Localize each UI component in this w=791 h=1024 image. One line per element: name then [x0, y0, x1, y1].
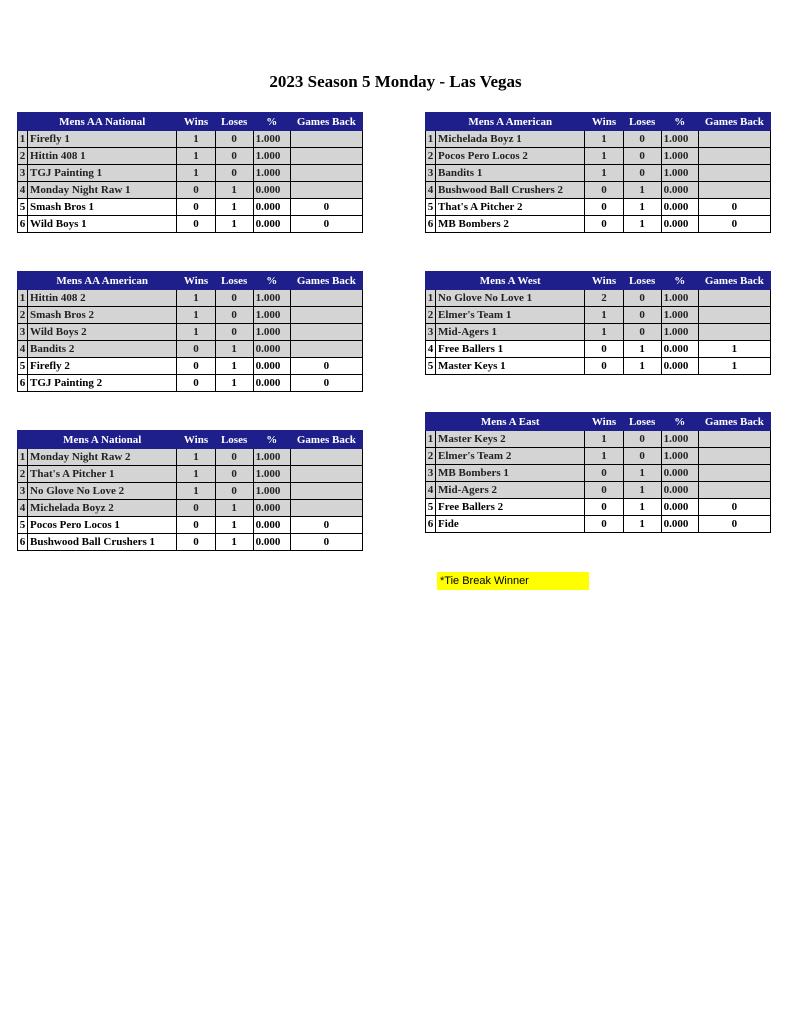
games-back-cell — [698, 482, 770, 499]
division-name-header: Mens A East — [436, 413, 585, 431]
wins-cell: 0 — [585, 341, 623, 358]
wins-cell: 1 — [177, 466, 215, 483]
wins-column-header: Wins — [585, 113, 623, 131]
team-name-cell: That's A Pitcher 1 — [28, 466, 177, 483]
loses-cell: 1 — [623, 199, 661, 216]
wins-cell: 1 — [177, 165, 215, 182]
team-name-cell: Elmer's Team 1 — [436, 307, 585, 324]
loses-cell: 1 — [623, 358, 661, 375]
pct-cell: 0.000 — [661, 516, 698, 533]
table-row — [426, 148, 771, 165]
header-rank-cell — [18, 113, 28, 131]
pct-cell: 0.000 — [253, 375, 290, 392]
games-back-cell — [290, 466, 362, 483]
wins-cell: 1 — [177, 148, 215, 165]
pct-cell: 0.000 — [661, 199, 698, 216]
table-row — [18, 517, 363, 534]
loses-cell: 1 — [623, 341, 661, 358]
table-row — [18, 131, 363, 148]
table-row — [426, 165, 771, 182]
loses-column-header: Loses — [215, 113, 253, 131]
table-row — [18, 534, 363, 551]
loses-cell: 0 — [623, 148, 661, 165]
team-name-cell: That's A Pitcher 2 — [436, 199, 585, 216]
rank-cell: 4 — [426, 482, 436, 499]
wins-cell: 1 — [585, 131, 623, 148]
rank-cell: 2 — [18, 466, 28, 483]
table-row — [426, 182, 771, 199]
pct-cell: 0.000 — [253, 358, 290, 375]
games-back-column-header: Games Back — [698, 272, 770, 290]
rank-cell: 3 — [426, 324, 436, 341]
games-back-cell — [698, 431, 770, 448]
wins-cell: 1 — [585, 165, 623, 182]
rank-cell: 4 — [18, 500, 28, 517]
loses-cell: 1 — [623, 516, 661, 533]
table-row — [426, 131, 771, 148]
wins-column-header: Wins — [177, 272, 215, 290]
loses-cell: 0 — [215, 307, 253, 324]
header-rank-cell — [426, 413, 436, 431]
team-name-cell: Smash Bros 1 — [28, 199, 177, 216]
games-back-cell — [698, 290, 770, 307]
loses-cell: 1 — [215, 182, 253, 199]
team-name-cell: Mid-Agers 1 — [436, 324, 585, 341]
pct-column-header: % — [661, 413, 698, 431]
games-back-cell — [290, 500, 362, 517]
team-name-cell: Bushwood Ball Crushers 2 — [436, 182, 585, 199]
wins-cell: 0 — [585, 482, 623, 499]
games-back-cell — [698, 448, 770, 465]
games-back-cell: 0 — [290, 375, 362, 392]
games-back-cell: 0 — [698, 216, 770, 233]
wins-cell: 0 — [177, 216, 215, 233]
games-back-column-header: Games Back — [290, 272, 362, 290]
loses-cell: 1 — [215, 517, 253, 534]
team-name-cell: Smash Bros 2 — [28, 307, 177, 324]
games-back-cell: 0 — [290, 534, 362, 551]
loses-cell: 1 — [623, 499, 661, 516]
pct-cell: 1.000 — [661, 131, 698, 148]
wins-cell: 0 — [585, 499, 623, 516]
standings-table-mens-aa-national — [17, 112, 363, 233]
team-name-cell: Master Keys 2 — [436, 431, 585, 448]
page-title: 2023 Season 5 Monday - Las Vegas — [269, 72, 522, 91]
games-back-column-header: Games Back — [698, 413, 770, 431]
pct-cell: 1.000 — [661, 324, 698, 341]
table-row — [426, 324, 771, 341]
pct-cell: 0.000 — [661, 465, 698, 482]
games-back-cell — [290, 483, 362, 500]
team-name-cell: MB Bombers 1 — [436, 465, 585, 482]
team-name-cell: Hittin 408 1 — [28, 148, 177, 165]
table-row — [426, 341, 771, 358]
loses-cell: 1 — [623, 216, 661, 233]
wins-cell: 0 — [585, 216, 623, 233]
wins-column-header: Wins — [585, 413, 623, 431]
games-back-cell — [698, 131, 770, 148]
pct-cell: 1.000 — [253, 165, 290, 182]
table-row — [18, 483, 363, 500]
table-row — [426, 499, 771, 516]
pct-cell: 0.000 — [661, 499, 698, 516]
pct-column-header: % — [253, 113, 290, 131]
rank-cell: 2 — [426, 448, 436, 465]
team-name-cell: Monday Night Raw 1 — [28, 182, 177, 199]
header-rank-cell — [426, 272, 436, 290]
wins-column-header: Wins — [585, 272, 623, 290]
wins-cell: 0 — [585, 465, 623, 482]
team-name-cell: No Glove No Love 2 — [28, 483, 177, 500]
pct-cell: 0.000 — [661, 358, 698, 375]
pct-cell: 0.000 — [253, 182, 290, 199]
loses-cell: 0 — [215, 466, 253, 483]
loses-cell: 1 — [215, 375, 253, 392]
loses-cell: 0 — [623, 290, 661, 307]
wins-column-header: Wins — [177, 431, 215, 449]
loses-column-header: Loses — [623, 272, 661, 290]
loses-cell: 0 — [215, 324, 253, 341]
loses-cell: 0 — [215, 148, 253, 165]
rank-cell: 3 — [426, 465, 436, 482]
table-row — [426, 465, 771, 482]
games-back-cell: 0 — [698, 199, 770, 216]
team-name-cell: Wild Boys 1 — [28, 216, 177, 233]
rank-cell: 6 — [426, 516, 436, 533]
rank-cell: 6 — [18, 375, 28, 392]
team-name-cell: Pocos Pero Locos 1 — [28, 517, 177, 534]
games-back-cell — [290, 165, 362, 182]
rank-cell: 1 — [18, 131, 28, 148]
loses-cell: 0 — [215, 449, 253, 466]
pct-cell: 1.000 — [253, 466, 290, 483]
team-name-cell: Fide — [436, 516, 585, 533]
table-row — [18, 307, 363, 324]
rank-cell: 4 — [18, 341, 28, 358]
pct-cell: 1.000 — [253, 148, 290, 165]
standings-table-mens-aa-american — [17, 271, 363, 392]
rank-cell: 5 — [18, 199, 28, 216]
loses-cell: 1 — [215, 534, 253, 551]
games-back-cell — [698, 148, 770, 165]
wins-column-header: Wins — [177, 113, 215, 131]
loses-cell: 0 — [623, 307, 661, 324]
games-back-cell: 0 — [290, 199, 362, 216]
games-back-cell: 1 — [698, 341, 770, 358]
games-back-cell: 0 — [698, 516, 770, 533]
rank-cell: 6 — [426, 216, 436, 233]
header-rank-cell — [18, 272, 28, 290]
wins-cell: 0 — [177, 182, 215, 199]
rank-cell: 6 — [18, 534, 28, 551]
games-back-cell: 0 — [290, 216, 362, 233]
rank-cell: 3 — [18, 483, 28, 500]
wins-cell: 1 — [585, 324, 623, 341]
team-name-cell: Bushwood Ball Crushers 1 — [28, 534, 177, 551]
table-row — [18, 324, 363, 341]
table-row — [426, 307, 771, 324]
pct-cell: 0.000 — [253, 216, 290, 233]
table-row — [426, 358, 771, 375]
wins-cell: 0 — [177, 500, 215, 517]
wins-cell: 0 — [177, 341, 215, 358]
pct-cell: 0.000 — [661, 341, 698, 358]
pct-cell: 1.000 — [253, 131, 290, 148]
team-name-cell: Firefly 2 — [28, 358, 177, 375]
table-row — [426, 199, 771, 216]
table-row — [18, 375, 363, 392]
wins-cell: 1 — [177, 307, 215, 324]
table-row — [426, 448, 771, 465]
games-back-cell — [290, 148, 362, 165]
rank-cell: 5 — [426, 499, 436, 516]
wins-cell: 1 — [177, 324, 215, 341]
table-header-row — [18, 113, 363, 131]
wins-cell: 0 — [585, 182, 623, 199]
games-back-cell — [698, 465, 770, 482]
loses-cell: 1 — [215, 500, 253, 517]
rank-cell: 2 — [426, 148, 436, 165]
rank-cell: 1 — [426, 131, 436, 148]
table-row — [18, 466, 363, 483]
loses-cell: 0 — [215, 290, 253, 307]
loses-cell: 1 — [623, 182, 661, 199]
pct-cell: 1.000 — [253, 307, 290, 324]
wins-cell: 0 — [585, 358, 623, 375]
loses-cell: 1 — [623, 482, 661, 499]
table-row — [426, 516, 771, 533]
rank-cell: 5 — [18, 517, 28, 534]
team-name-cell: Hittin 408 2 — [28, 290, 177, 307]
standings-table-mens-a-american — [425, 112, 771, 233]
wins-cell: 1 — [177, 449, 215, 466]
division-name-header: Mens AA National — [28, 113, 177, 131]
loses-cell: 1 — [215, 216, 253, 233]
loses-cell: 1 — [215, 199, 253, 216]
games-back-cell — [290, 341, 362, 358]
table-row — [18, 148, 363, 165]
pct-cell: 0.000 — [253, 199, 290, 216]
games-back-cell: 0 — [698, 499, 770, 516]
rank-cell: 5 — [426, 199, 436, 216]
table-row — [18, 341, 363, 358]
games-back-cell — [290, 449, 362, 466]
team-name-cell: Elmer's Team 2 — [436, 448, 585, 465]
games-back-column-header: Games Back — [290, 431, 362, 449]
wins-cell: 0 — [585, 199, 623, 216]
rank-cell: 2 — [18, 148, 28, 165]
table-row — [18, 358, 363, 375]
pct-cell: 0.000 — [253, 534, 290, 551]
games-back-cell — [698, 307, 770, 324]
loses-cell: 0 — [623, 431, 661, 448]
standings-table-mens-a-west — [425, 271, 771, 375]
pct-cell: 0.000 — [661, 482, 698, 499]
table-row — [426, 216, 771, 233]
team-name-cell: Free Ballers 1 — [436, 341, 585, 358]
loses-column-header: Loses — [623, 413, 661, 431]
team-name-cell: Wild Boys 2 — [28, 324, 177, 341]
wins-cell: 0 — [177, 375, 215, 392]
wins-cell: 1 — [177, 290, 215, 307]
rank-cell: 1 — [426, 290, 436, 307]
team-name-cell: Mid-Agers 2 — [436, 482, 585, 499]
table-row — [18, 182, 363, 199]
loses-cell: 0 — [623, 448, 661, 465]
loses-cell: 1 — [623, 465, 661, 482]
wins-cell: 1 — [177, 483, 215, 500]
wins-cell: 1 — [585, 448, 623, 465]
rank-cell: 5 — [426, 358, 436, 375]
rank-cell: 1 — [18, 449, 28, 466]
games-back-cell — [290, 182, 362, 199]
wins-cell: 1 — [585, 307, 623, 324]
games-back-cell — [290, 290, 362, 307]
loses-cell: 1 — [215, 358, 253, 375]
games-back-cell: 0 — [290, 358, 362, 375]
loses-cell: 1 — [215, 341, 253, 358]
division-name-header: Mens A American — [436, 113, 585, 131]
games-back-cell — [698, 182, 770, 199]
rank-cell: 2 — [426, 307, 436, 324]
wins-cell: 0 — [585, 516, 623, 533]
rank-cell: 4 — [426, 341, 436, 358]
pct-cell: 0.000 — [253, 517, 290, 534]
wins-cell: 1 — [585, 431, 623, 448]
games-back-column-header: Games Back — [290, 113, 362, 131]
pct-cell: 1.000 — [661, 307, 698, 324]
team-name-cell: MB Bombers 2 — [436, 216, 585, 233]
wins-cell: 2 — [585, 290, 623, 307]
header-rank-cell — [426, 113, 436, 131]
table-row — [18, 165, 363, 182]
pct-cell: 1.000 — [661, 290, 698, 307]
loses-cell: 0 — [215, 165, 253, 182]
table-row — [18, 216, 363, 233]
loses-cell: 0 — [623, 165, 661, 182]
pct-cell: 0.000 — [253, 341, 290, 358]
rank-cell: 3 — [426, 165, 436, 182]
team-name-cell: Bandits 2 — [28, 341, 177, 358]
games-back-cell — [698, 165, 770, 182]
team-name-cell: Free Ballers 2 — [436, 499, 585, 516]
games-back-column-header: Games Back — [698, 113, 770, 131]
rank-cell: 1 — [18, 290, 28, 307]
rank-cell: 2 — [18, 307, 28, 324]
rank-cell: 4 — [426, 182, 436, 199]
team-name-cell: TGJ Painting 1 — [28, 165, 177, 182]
pct-cell: 1.000 — [661, 431, 698, 448]
pct-cell: 1.000 — [661, 165, 698, 182]
team-name-cell: Michelada Boyz 1 — [436, 131, 585, 148]
pct-cell: 1.000 — [661, 448, 698, 465]
games-back-cell — [290, 307, 362, 324]
team-name-cell: Michelada Boyz 2 — [28, 500, 177, 517]
table-row — [18, 500, 363, 517]
loses-cell: 0 — [623, 324, 661, 341]
standings-table-mens-a-national — [17, 430, 363, 551]
division-name-header: Mens A National — [28, 431, 177, 449]
wins-cell: 0 — [177, 534, 215, 551]
loses-cell: 0 — [623, 131, 661, 148]
team-name-cell: TGJ Painting 2 — [28, 375, 177, 392]
pct-column-header: % — [253, 272, 290, 290]
tie-break-note: *Tie Break Winner — [437, 572, 589, 590]
rank-cell: 6 — [18, 216, 28, 233]
table-row — [18, 290, 363, 307]
loses-column-header: Loses — [623, 113, 661, 131]
team-name-cell: Firefly 1 — [28, 131, 177, 148]
rank-cell: 4 — [18, 182, 28, 199]
division-name-header: Mens AA American — [28, 272, 177, 290]
loses-cell: 0 — [215, 483, 253, 500]
games-back-cell — [290, 131, 362, 148]
pct-cell: 1.000 — [253, 324, 290, 341]
pct-column-header: % — [661, 272, 698, 290]
pct-column-header: % — [661, 113, 698, 131]
pct-column-header: % — [253, 431, 290, 449]
table-header-row — [18, 431, 363, 449]
pct-cell: 1.000 — [253, 449, 290, 466]
wins-cell: 0 — [177, 199, 215, 216]
team-name-cell: Pocos Pero Locos 2 — [436, 148, 585, 165]
wins-cell: 0 — [177, 358, 215, 375]
pct-cell: 1.000 — [661, 148, 698, 165]
loses-column-header: Loses — [215, 272, 253, 290]
loses-column-header: Loses — [215, 431, 253, 449]
games-back-cell: 0 — [290, 517, 362, 534]
rank-cell: 5 — [18, 358, 28, 375]
rank-cell: 3 — [18, 324, 28, 341]
table-header-row — [18, 272, 363, 290]
table-row — [18, 199, 363, 216]
rank-cell: 3 — [18, 165, 28, 182]
rank-cell: 1 — [426, 431, 436, 448]
pct-cell: 0.000 — [253, 500, 290, 517]
wins-cell: 0 — [177, 517, 215, 534]
pct-cell: 1.000 — [253, 290, 290, 307]
pct-cell: 1.000 — [253, 483, 290, 500]
pct-cell: 0.000 — [661, 182, 698, 199]
table-header-row — [426, 413, 771, 431]
team-name-cell: Bandits 1 — [436, 165, 585, 182]
games-back-cell: 1 — [698, 358, 770, 375]
division-name-header: Mens A West — [436, 272, 585, 290]
wins-cell: 1 — [585, 148, 623, 165]
table-row — [426, 431, 771, 448]
team-name-cell: Monday Night Raw 2 — [28, 449, 177, 466]
table-row — [18, 449, 363, 466]
table-header-row — [426, 272, 771, 290]
standings-table-mens-a-east — [425, 412, 771, 533]
pct-cell: 0.000 — [661, 216, 698, 233]
games-back-cell — [698, 324, 770, 341]
games-back-cell — [290, 324, 362, 341]
table-row — [426, 482, 771, 499]
table-header-row — [426, 113, 771, 131]
header-rank-cell — [18, 431, 28, 449]
table-row — [426, 290, 771, 307]
wins-cell: 1 — [177, 131, 215, 148]
loses-cell: 0 — [215, 131, 253, 148]
team-name-cell: No Glove No Love 1 — [436, 290, 585, 307]
team-name-cell: Master Keys 1 — [436, 358, 585, 375]
